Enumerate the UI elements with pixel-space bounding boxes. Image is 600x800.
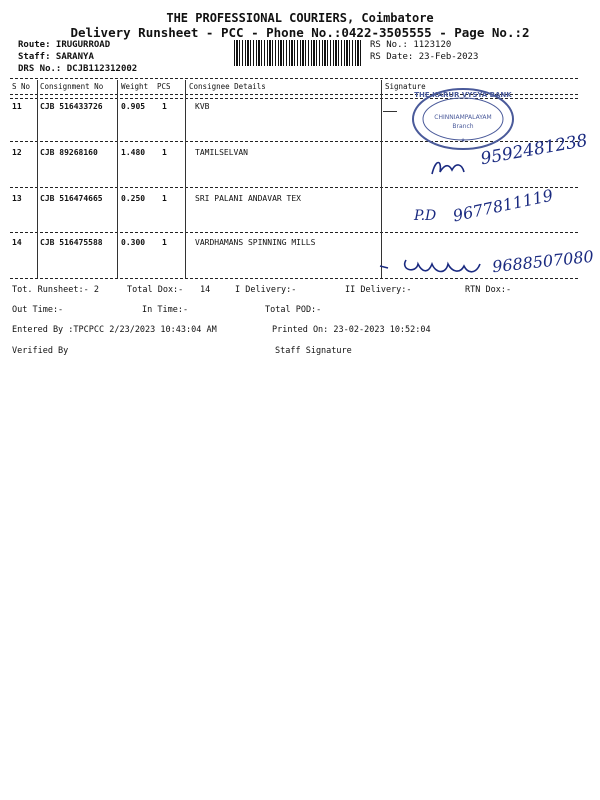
row-rule	[10, 232, 578, 233]
staff-signature-label: Staff Signature	[275, 346, 352, 356]
ii-delivery-label: II Delivery:-	[345, 285, 412, 295]
col-header-weight: Weight	[121, 82, 149, 91]
handwritten-phone-row13: 9677811119	[451, 185, 555, 226]
handwritten-tamil-signature-icon	[376, 252, 488, 278]
rtn-dox-label: RTN Dox:-	[465, 285, 512, 295]
column-divider	[381, 80, 382, 278]
rs-date: RS Date: 23-Feb-2023	[370, 52, 479, 62]
verified-by-label: Verified By	[12, 346, 69, 356]
table-top-rule	[10, 78, 578, 79]
row-pcs: 1	[162, 102, 167, 111]
row-rule	[10, 187, 578, 188]
row-weight: 0.300	[121, 238, 146, 247]
out-time-label: Out Time:-	[12, 305, 64, 315]
column-divider	[185, 80, 186, 278]
row-pcs: 1	[162, 148, 167, 157]
i-delivery-label: I Delivery:-	[235, 285, 297, 295]
handwritten-signature-icon	[428, 152, 468, 182]
entered-by: Entered By :TPCPCC 2/23/2023 10:43:04 AM	[12, 325, 217, 335]
col-header-signature: Signature	[385, 82, 426, 91]
bank-stamp-icon	[410, 86, 516, 152]
handwritten-initial-row13: P.D	[414, 208, 437, 224]
stamp-bank-name: THE KARUR VYSYA BANK	[414, 91, 512, 99]
row-consignee: KVB	[195, 102, 210, 111]
row-consignee: TAMILSELVAN	[195, 148, 248, 157]
handwritten-phone-row14: 9688507080	[491, 246, 595, 277]
row-pcs: 1	[162, 194, 167, 203]
row-consignment: CJB 516474665	[40, 194, 103, 203]
col-header-sno: S No	[12, 82, 31, 91]
col-header-consignee: Consignee Details	[189, 82, 266, 91]
signature-dash	[383, 111, 397, 112]
row-weight: 0.905	[121, 102, 146, 111]
row-weight: 0.250	[121, 194, 146, 203]
printed-on: Printed On: 23-02-2023 10:52:04	[272, 325, 431, 335]
row-consignment: CJB 516475588	[40, 238, 103, 247]
stamp-branch-name: CHINNIAMPALAYAM	[434, 114, 492, 121]
svg-text:★: ★	[460, 135, 466, 144]
drs-number: DRS No.: DCJB112312002	[18, 64, 138, 74]
row-sno: 13	[12, 194, 22, 203]
row-sno: 12	[12, 148, 22, 157]
row-sno: 14	[12, 238, 22, 247]
staff-label: Staff: SARANYA	[18, 52, 94, 62]
col-header-consignment: Consignment No	[40, 82, 104, 91]
row-consignee: VARDHAMANS SPINNING MILLS	[195, 238, 316, 247]
total-pod-label: Total POD:-	[265, 305, 322, 315]
column-divider	[37, 80, 38, 278]
column-divider	[117, 80, 118, 278]
row-sno: 11	[12, 102, 22, 111]
table-bottom-rule	[10, 278, 578, 279]
col-header-pcs: PCS	[157, 82, 171, 91]
company-title: THE PROFESSIONAL COURIERS, Coimbatore	[166, 11, 434, 25]
stamp-branch-sub: Branch	[452, 123, 474, 130]
handwritten-phone-row12: 9592481238	[479, 130, 590, 170]
row-consignment: CJB 516433726	[40, 102, 103, 111]
total-dox-value: 14	[200, 285, 211, 295]
in-time-label: In Time:-	[142, 305, 189, 315]
barcode	[234, 40, 362, 66]
row-consignee: SRI PALANI ANDAVAR TEX	[195, 194, 301, 203]
row-weight: 1.480	[121, 148, 146, 157]
runsheet-subtitle: Delivery Runsheet - PCC - Phone No.:0422-3505555 - Page No.:2	[70, 25, 530, 40]
total-runsheet: Tot. Runsheet:- 2	[12, 285, 99, 295]
route-label: Route: IRUGURROAD	[18, 40, 111, 50]
rs-number: RS No.: 1123120	[370, 40, 452, 50]
row-pcs: 1	[162, 238, 167, 247]
total-dox-label: Total Dox:-	[127, 285, 184, 295]
row-consignment: CJB 89268160	[40, 148, 98, 157]
